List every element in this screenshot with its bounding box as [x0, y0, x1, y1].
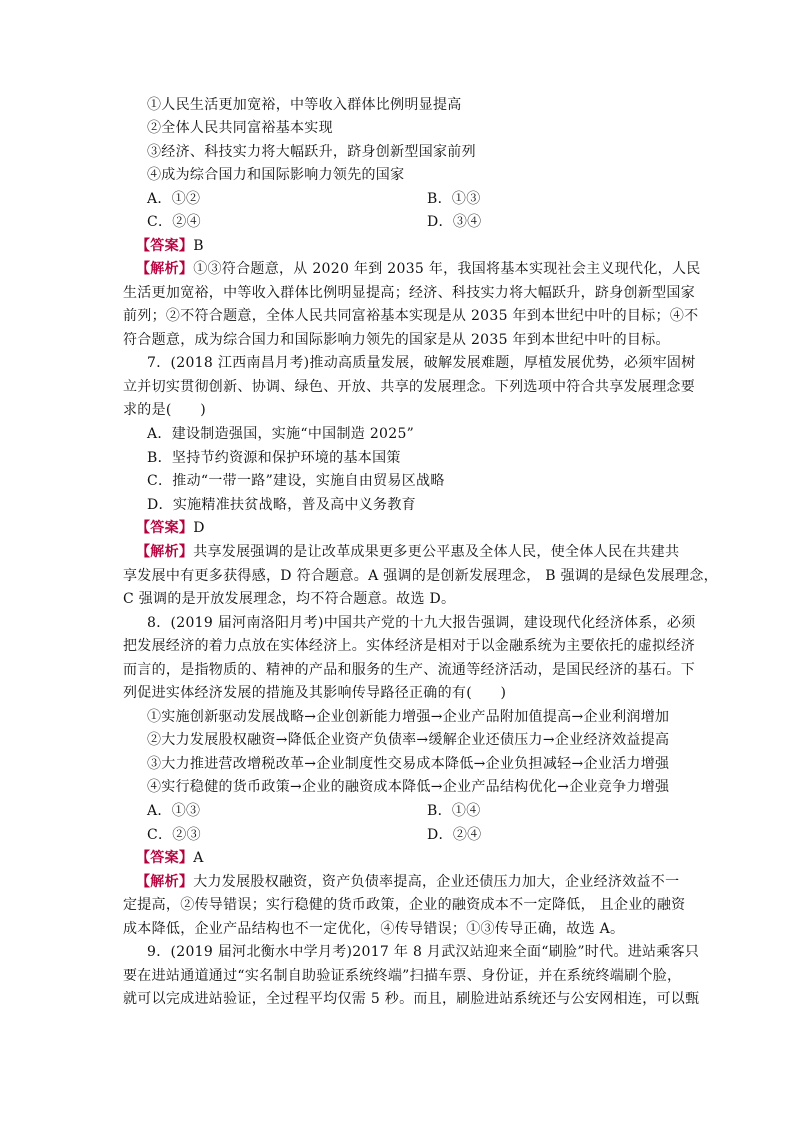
q8-choice-a: A．①③	[147, 803, 201, 819]
q6-analysis-line-1	[136, 258, 701, 281]
analysis-tag: 【解析】	[136, 261, 194, 277]
q6-choice-d: D．③④	[427, 214, 482, 230]
q9-stem-line-3: 就可以完成进站验证，全过程平均仅需 5 秒。而且，刷脸进站系统还与公安网相连，可以甄	[123, 991, 700, 1007]
analysis-tag: 【解析】	[136, 544, 194, 560]
q8-option-2: ②大力发展股权融资→降低企业资产负债率→缓解企业还债压力→企业经济效益提高	[147, 732, 670, 748]
answer-tag: 【答案】	[136, 850, 194, 866]
q7-stem-line-2: 立并切实贯彻创新、协调、绿色、开放、共享的发展理念。下列选项中符合共享发展理念要	[123, 379, 695, 395]
q7-choice-d: D．实施精准扶贫战略，普及高中义务教育	[147, 497, 416, 513]
q6-option-4: ④成为综合国力和国际影响力领先的国家	[147, 167, 405, 183]
q7-choice-a: A．建设制造强国，实施“中国制造 2025”	[147, 426, 415, 442]
q7-choice-b: B．坚持节约资源和保护环境的基本国策	[147, 450, 401, 466]
q7-answer	[136, 517, 205, 540]
q6-analysis-line-4: 符合题意，成为综合国力和国际影响力领先的国家是从 2035 年到本世纪中叶的目标。	[123, 332, 670, 348]
answer-value: D	[193, 520, 205, 536]
q8-choice-d: D．②④	[427, 827, 482, 843]
q6-option-2: ②全体人民共同富裕基本实现	[147, 120, 333, 136]
q6-option-1: ①人民生活更加宽裕，中等收入群体比例明显提高	[147, 97, 462, 113]
q9-stem-line-2: 要在进站通道通过“实名制自助验证系统终端”扫描车票、身份证，并在系统终端刷个脸，	[123, 968, 682, 984]
q8-option-3: ③大力推进营改增税改革→企业制度性交易成本降低→企业负担减轻→企业活力增强	[147, 756, 670, 772]
q8-stem-line-1: 8．(2019 届河南洛阳月考)中国共产党的十九大报告强调，建设现代化经济体系，必须	[147, 615, 696, 631]
q8-answer	[136, 847, 204, 870]
q6-choice-a: A．①②	[147, 191, 201, 207]
analysis-text: ①③符合题意，从 2020 年到 2035 年，我国将基本实现社会主义现代化，人民	[193, 261, 701, 277]
q8-stem-line-2: 把发展经济的着力点放在实体经济上。实体经济是相对于以金融系统为主要依托的虚拟经济	[123, 638, 695, 654]
answer-value: A	[193, 850, 204, 866]
q8-option-4: ④实行稳健的货币政策→企业的融资成本降低→企业产品结构优化→企业竞争力增强	[147, 779, 670, 795]
q8-choice-c: C．②③	[147, 827, 201, 843]
analysis-tag: 【解析】	[136, 874, 194, 890]
analysis-text: 共享发展强调的是让改革成果更多更公平惠及全体人民，使全体人民在共建共	[193, 544, 680, 560]
q6-answer	[136, 235, 204, 258]
q7-stem-line-3: 求的是( )	[123, 402, 207, 418]
answer-value: B	[193, 238, 204, 254]
q8-stem-line-4: 列促进实体经济发展的措施及其影响传导路径正确的有( )	[123, 685, 507, 701]
answer-tag: 【答案】	[136, 520, 194, 536]
q8-choice-b: B．①④	[427, 803, 481, 819]
q8-analysis-line-3: 成本降低，企业产品结构也不一定优化，④传导错误；①③传导正确，故选 A。	[123, 921, 625, 937]
q7-analysis-line-1	[136, 541, 678, 564]
q8-stem-line-3: 而言的，是指物质的、精神的产品和服务的生产、流通等经济活动，是国民经济的基石。下	[123, 662, 695, 678]
q6-analysis-line-2: 生活更加宽裕，中等收入群体比例明显提高；经济、科技实力将大幅跃升，跻身创新型国家	[123, 285, 695, 301]
analysis-text: 大力发展股权融资，资产负债率提高，企业还债压力加大，企业经济效益不一	[193, 874, 680, 890]
q6-analysis-line-3: 前列；②不符合题意，全体人民共同富裕基本实现是从 2035 年到本世纪中叶的目标；④不	[123, 308, 699, 324]
q7-stem-line-1: 7．(2018 江西南昌月考)推动高质量发展，破解发展难题，厚植发展优势，必须牢固树	[147, 355, 696, 371]
q7-choice-c: C．推动“一带一路”建设，实施自由贸易区战略	[147, 473, 445, 489]
q8-option-1: ①实施创新驱动发展战略→企业创新能力增强→企业产品附加值提高→企业利润增加	[147, 709, 670, 725]
q6-choice-b: B．①③	[427, 191, 481, 207]
q9-stem-line-1: 9．(2019 届河北衡水中学月考)2017 年 8 月武汉站迎来全面“刷脸”时代。进站乘客只	[147, 944, 700, 960]
q8-analysis-line-1	[136, 871, 678, 894]
answer-tag: 【答案】	[136, 238, 194, 254]
q6-choice-c: C．②④	[147, 214, 201, 230]
q8-analysis-line-2: 定提高，②传导错误；实行稳健的货币政策，企业的融资成本不一定降低， 且企业的融资	[123, 897, 686, 913]
q7-analysis-line-3: C 强调的是开放发展理念，均不符合题意。故选 D。	[123, 591, 456, 607]
q6-option-3: ③经济、科技实力将大幅跃升，跻身创新型国家前列	[147, 144, 476, 160]
q7-analysis-line-2: 享发展中有更多获得感，D 符合题意。A 强调的是创新发展理念， B 强调的是绿色发展理念，	[123, 568, 718, 584]
